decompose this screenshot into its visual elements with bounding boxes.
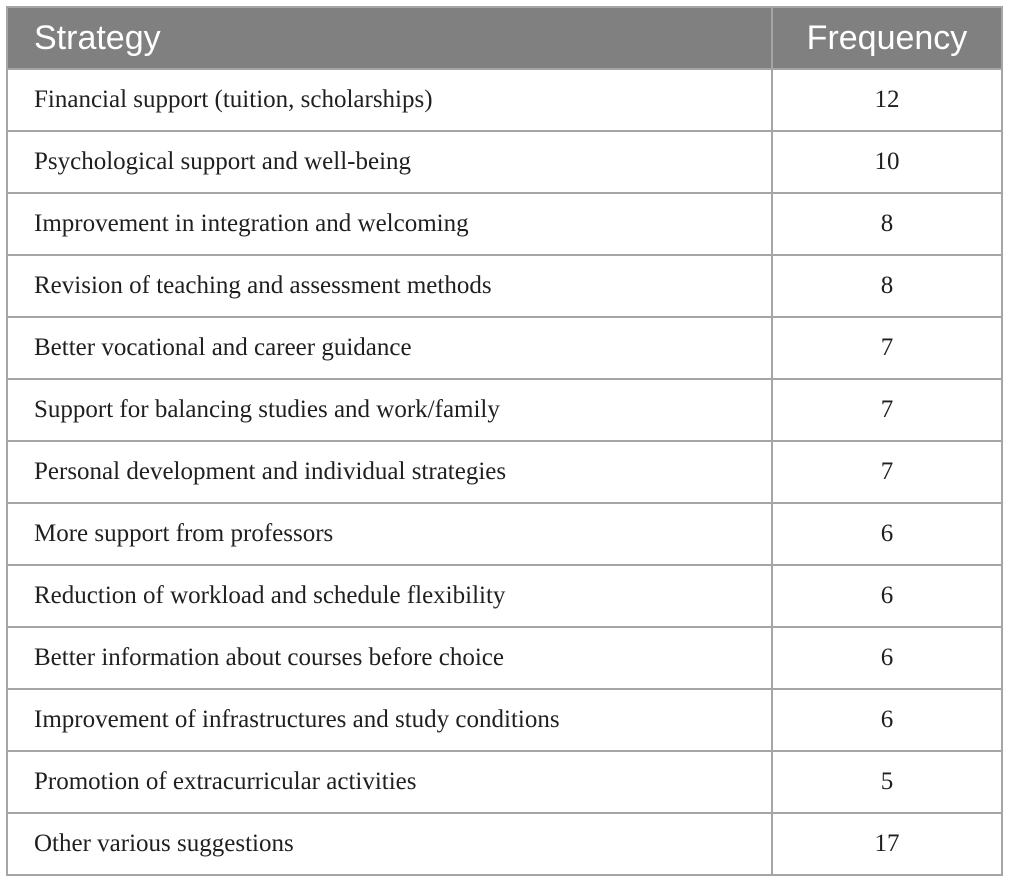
strategy-cell: Promotion of extracurricular activities — [8, 751, 772, 813]
frequency-cell: 6 — [772, 565, 1001, 627]
table-row — [8, 379, 1001, 441]
table-row — [8, 503, 1001, 565]
table-header — [8, 8, 1001, 69]
table-row — [8, 69, 1001, 131]
data-table — [8, 8, 1001, 874]
strategy-cell: Psychological support and well-being — [8, 131, 772, 193]
table-row — [8, 131, 1001, 193]
frequency-cell: 6 — [772, 503, 1001, 565]
frequency-cell: 7 — [772, 441, 1001, 503]
strategy-cell: Financial support (tuition, scholarships) — [8, 69, 772, 131]
table-row — [8, 751, 1001, 813]
strategy-cell: Support for balancing studies and work/family — [8, 379, 772, 441]
table-body — [8, 69, 1001, 874]
header-row — [8, 8, 1001, 69]
strategy-frequency-table — [6, 6, 1003, 876]
frequency-cell: 5 — [772, 751, 1001, 813]
strategy-cell: More support from professors — [8, 503, 772, 565]
table-row — [8, 255, 1001, 317]
strategy-cell: Personal development and individual strategies — [8, 441, 772, 503]
table-row — [8, 565, 1001, 627]
strategy-cell: Better information about courses before choice — [8, 627, 772, 689]
frequency-cell: 6 — [772, 689, 1001, 751]
frequency-cell: 7 — [772, 317, 1001, 379]
column-header-strategy: Strategy — [8, 8, 772, 69]
column-header-frequency: Frequency — [772, 8, 1001, 69]
table-row — [8, 317, 1001, 379]
frequency-cell: 6 — [772, 627, 1001, 689]
frequency-cell: 12 — [772, 69, 1001, 131]
table-row — [8, 689, 1001, 751]
strategy-cell: Other various suggestions — [8, 813, 772, 874]
table-row — [8, 813, 1001, 874]
frequency-cell: 17 — [874, 830, 900, 857]
strategy-cell: Improvement of infrastructures and study conditions — [8, 689, 772, 751]
frequency-cell: 8 — [772, 255, 1001, 317]
table-row — [8, 441, 1001, 503]
frequency-cell: 8 — [772, 193, 1001, 255]
table-row — [8, 627, 1001, 689]
frequency-cell: 7 — [772, 379, 1001, 441]
strategy-cell: Better vocational and career guidance — [8, 317, 772, 379]
strategy-cell: Reduction of workload and schedule flexibility — [8, 565, 772, 627]
strategy-cell: Improvement in integration and welcoming — [8, 193, 772, 255]
table-row — [8, 193, 1001, 255]
strategy-cell: Revision of teaching and assessment methods — [8, 255, 772, 317]
frequency-cell: 10 — [772, 131, 1001, 193]
